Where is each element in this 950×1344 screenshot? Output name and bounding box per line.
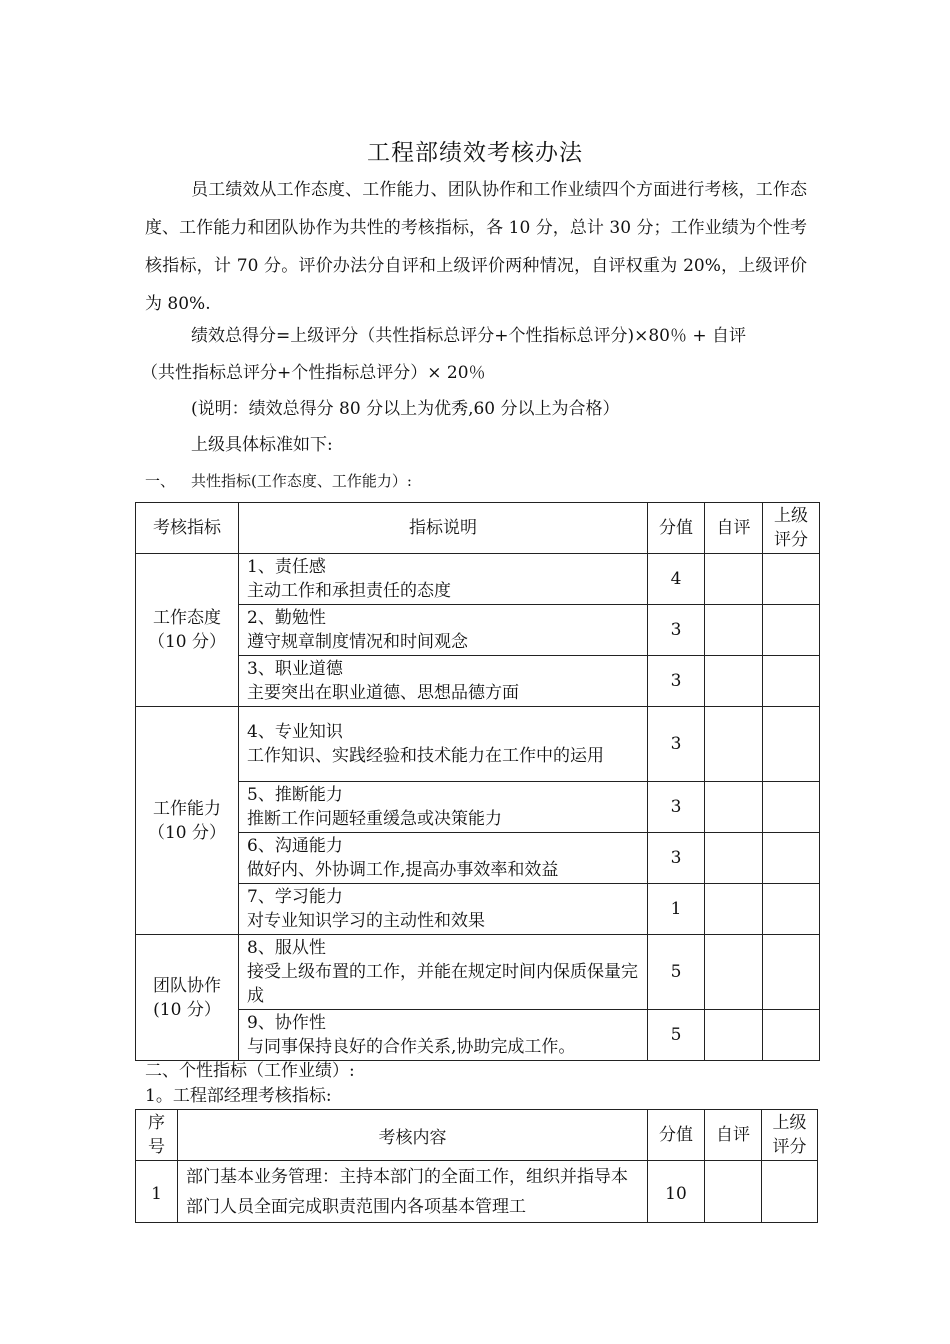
item-cell: 7、学习能力 对专业知识学习的主动性和效果 [239, 884, 648, 935]
intro-text: 员工绩效从工作态度、工作能力、团队协作和工作业绩四个方面进行考核，工作态度、工作能力和团队协作为共性的考核指标，各 10 分，总计 30 分；工作业绩为个性考核指标，计 70 分。评价办法分自评和上级评价两种情况，自评权重为 20%，上级评价为 80%. [145, 180, 807, 314]
item-cell: 1、责任感 主动工作和承担责任的态度 [239, 554, 648, 605]
superior-cell [763, 884, 820, 935]
table-row [136, 656, 820, 707]
standard-text: 上级具体标准如下: [191, 435, 333, 455]
superior-cell [763, 935, 820, 1010]
table-row [136, 605, 820, 656]
header-superior: 上级 评分 [762, 1110, 818, 1161]
section1-title: 共性指标(工作态度、工作能力）: [191, 472, 412, 490]
table-row [136, 833, 820, 884]
score-cell: 3 [648, 833, 705, 884]
superior-cell [763, 554, 820, 605]
table-header-row [136, 503, 820, 554]
section1-number: 一、 [145, 472, 176, 490]
document-title: 工程部绩效考核办法 [367, 140, 583, 166]
score-cell: 3 [648, 707, 705, 782]
section1-heading [145, 471, 412, 491]
superior-cell [763, 833, 820, 884]
table-row [136, 1010, 820, 1061]
self-cell [705, 1010, 763, 1061]
row-score: 10 [648, 1161, 705, 1223]
formula-line-2: （共性指标总评分+个性指标总评分）× 20％ [141, 363, 486, 383]
item-cell: 2、勤勉性 遵守规章制度情况和时间观念 [239, 605, 648, 656]
self-cell [705, 554, 763, 605]
self-cell [705, 605, 763, 656]
score-cell: 4 [648, 554, 705, 605]
section2-heading: 二、个性指标（工作业绩）: [145, 1061, 355, 1081]
header-number: 序 号 [136, 1110, 178, 1161]
table-header-row [136, 1110, 818, 1161]
score-cell: 3 [648, 782, 705, 833]
score-cell: 5 [648, 1010, 705, 1061]
score-cell: 3 [648, 605, 705, 656]
score-cell: 3 [648, 656, 705, 707]
header-superior: 上级 评分 [763, 503, 820, 554]
header-description: 指标说明 [239, 503, 648, 554]
self-cell [705, 833, 763, 884]
superior-cell [763, 782, 820, 833]
self-cell [705, 707, 763, 782]
group-work-ability: 工作能力 （10 分） [136, 707, 239, 935]
self-cell [705, 782, 763, 833]
superior-cell [763, 707, 820, 782]
self-cell [705, 884, 763, 935]
header-content: 考核内容 [178, 1110, 648, 1161]
header-self: 自评 [705, 503, 763, 554]
self-cell [705, 935, 763, 1010]
table-row [136, 1161, 818, 1223]
table-row [136, 935, 820, 1010]
group-work-attitude: 工作态度 （10 分） [136, 554, 239, 707]
table-row [136, 554, 820, 605]
superior-cell [763, 656, 820, 707]
formula-line-1: 绩效总得分=上级评分（共性指标总评分+个性指标总评分)×80％ + 自评 [191, 326, 747, 346]
superior-cell [763, 605, 820, 656]
header-score: 分值 [648, 1110, 705, 1161]
common-indicator-table [135, 502, 820, 1061]
row-content: 部门基本业务管理：主持本部门的全面工作，组织并指导本部门人员全面完成职责范围内各项基本管理工 [178, 1161, 648, 1223]
item-cell: 3、职业道德 主要突出在职业道德、思想品德方面 [239, 656, 648, 707]
score-cell: 5 [648, 935, 705, 1010]
table-row [136, 782, 820, 833]
header-score: 分值 [648, 503, 705, 554]
table-row [136, 707, 820, 782]
superior-cell [762, 1161, 818, 1223]
intro-paragraph [145, 171, 807, 323]
row-number: 1 [136, 1161, 178, 1223]
score-cell: 1 [648, 884, 705, 935]
header-self: 自评 [705, 1110, 762, 1161]
note-text: (说明：绩效总得分 80 分以上为优秀,60 分以上为合格） [191, 399, 620, 419]
item-cell: 5、推断能力 推断工作问题轻重缓急或决策能力 [239, 782, 648, 833]
self-cell [705, 1161, 762, 1223]
self-cell [705, 656, 763, 707]
table-row [136, 884, 820, 935]
item-cell: 8、服从性 接受上级布置的工作，并能在规定时间内保质保量完成 [239, 935, 648, 1010]
manager-indicator-table [135, 1109, 818, 1223]
group-teamwork: 团队协作 (10 分） [136, 935, 239, 1061]
item-cell: 4、专业知识 工作知识、实践经验和技术能力在工作中的运用 [239, 707, 648, 782]
superior-cell [763, 1010, 820, 1061]
item-cell: 6、沟通能力 做好内、外协调工作,提高办事效率和效益 [239, 833, 648, 884]
item-cell: 9、协作性 与同事保持良好的合作关系,协助完成工作。 [239, 1010, 648, 1061]
header-indicator: 考核指标 [136, 503, 239, 554]
section2-subheading: 1。工程部经理考核指标: [145, 1086, 332, 1106]
